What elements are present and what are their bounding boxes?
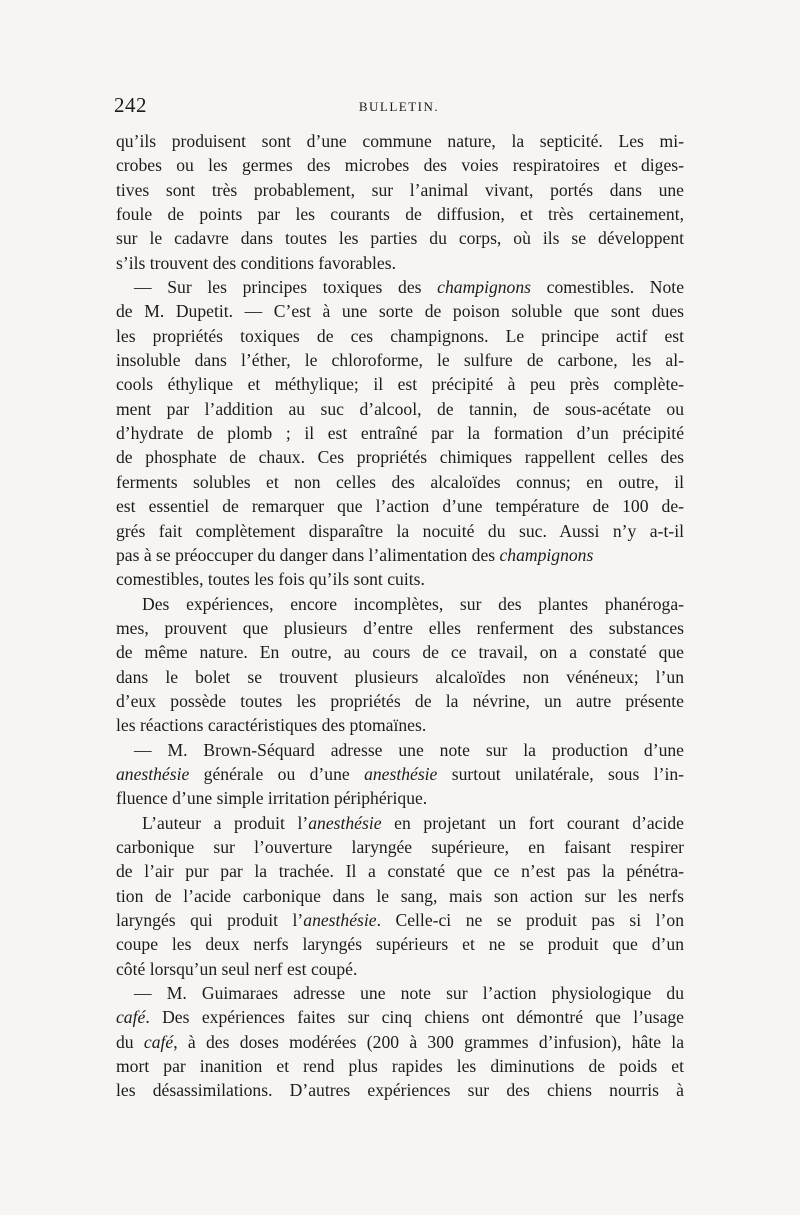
text-segment: coupe les deux nerfs laryngés supérieurs et ne se produit que d’un	[116, 934, 684, 955]
text-line	[116, 884, 684, 908]
text-segment: ferments solubles et non celles des alcaloïdes connus; en outre, il	[116, 471, 684, 492]
text-segment: de l’air pur par la trachée. Il a constaté que ce n’est pas la pénétra-	[116, 861, 684, 882]
text-segment: d’hydrate de plomb ; il est entraîné par la formation d’un précipité	[116, 423, 684, 444]
text-line	[116, 275, 684, 299]
text-segment: est essentiel de remarquer que l’action d’une température de 100 de-	[116, 496, 684, 517]
text-segment: L’auteur a produit l’	[142, 812, 309, 833]
text-line	[116, 908, 684, 932]
text-line	[116, 1030, 684, 1054]
text-segment: de M. Dupetit. — C’est à une sorte de poison soluble que sont dues	[116, 301, 684, 322]
text-line	[116, 859, 684, 883]
italic-term: champignons	[437, 277, 531, 298]
text-segment: laryngés qui produit l’	[116, 910, 304, 930]
text-line	[116, 226, 684, 250]
text-segment: ment par l’addition au suc d’alcool, de tannin, de sous-acétate ou	[116, 398, 684, 419]
text-segment: dans le bolet se trouvent plusieurs alcaloïdes non vénéneux; l’un	[116, 666, 684, 687]
text-line	[116, 1054, 684, 1078]
text-segment: comestibles. Note	[531, 277, 684, 298]
text-segment: les désassimilations. D’autres expériences sur des chiens nourris à	[116, 1080, 684, 1101]
page-number: 242	[114, 93, 147, 117]
text-segment: mes, prouvent que plusieurs d’entre elles renferment des substances	[116, 617, 684, 638]
text-segment: qu’ils produisent sont d’une commune nature, la septicité. Les mi-	[116, 131, 684, 151]
text-segment: générale ou d’une	[189, 763, 365, 784]
text-segment: du	[116, 1031, 144, 1052]
text-line	[116, 397, 684, 421]
text-segment: d’eux possède toutes les propriétés de la névrine, un autre présente	[116, 690, 684, 711]
text-line	[116, 299, 684, 323]
text-line	[116, 665, 684, 689]
italic-term: anesthésie	[303, 910, 377, 930]
text-segment: — Sur les principes toxiques des	[134, 277, 438, 298]
text-line	[116, 543, 684, 567]
text-line	[116, 1078, 684, 1102]
text-segment: les réactions caractéristiques des ptomaïnes.	[116, 715, 427, 736]
text-segment: crobes ou les germes des microbes des voies respiratoires et diges-	[116, 155, 684, 176]
text-segment: comestibles, toutes les fois qu’ils sont cuits.	[116, 569, 425, 590]
text-segment: mort par inanition et rend plus rapides les diminutions de poids et	[116, 1056, 684, 1077]
text-line	[116, 640, 684, 664]
text-line	[116, 129, 684, 153]
italic-term: anesthésie	[308, 812, 382, 833]
text-line	[116, 932, 684, 956]
text-line	[116, 324, 684, 348]
text-line	[116, 445, 684, 469]
text-line	[116, 957, 684, 981]
page-header	[114, 93, 684, 123]
text-line	[116, 470, 684, 494]
text-line	[116, 835, 684, 859]
italic-term: champignons	[499, 544, 594, 565]
text-line	[116, 372, 684, 396]
text-segment: — M. Brown-Séquard adresse une note sur la production d’une	[134, 739, 684, 760]
text-line	[116, 616, 684, 640]
text-segment: insoluble dans l’éther, le chloroforme, le sulfure de carbone, les al-	[116, 350, 684, 371]
text-line	[116, 713, 684, 737]
italic-term: café	[143, 1031, 174, 1052]
text-line	[116, 519, 684, 543]
text-segment: pas à se préoccuper du danger dans l’alimentation des	[116, 544, 500, 565]
text-segment: fluence d’une simple irritation périphérique.	[116, 788, 428, 809]
text-segment: tives sont très probablement, sur l’animal vivant, portés dans une	[116, 179, 684, 200]
text-segment: , à des doses modérées (200 à 300 grammes d’infusion), hâte la	[173, 1031, 684, 1052]
text-line	[116, 592, 684, 616]
text-line	[116, 567, 684, 591]
text-line	[116, 1005, 684, 1029]
text-line	[116, 178, 684, 202]
text-segment: tion de l’acide carbonique dans le sang, mais son action sur les nerfs	[116, 885, 684, 906]
text-line	[116, 689, 684, 713]
text-line	[116, 738, 684, 762]
running-title: BULLETIN.	[358, 99, 440, 114]
body-text	[116, 129, 684, 1103]
text-segment: grés fait complètement disparaître la nocuité du suc. Aussi n’y a-t-il	[116, 520, 684, 541]
text-line	[116, 348, 684, 372]
text-line	[116, 981, 684, 1005]
text-segment: . Celle-ci ne se produit pas si l’on	[376, 910, 684, 930]
text-line	[116, 421, 684, 445]
text-line	[116, 202, 684, 226]
italic-term: café	[116, 1007, 146, 1028]
text-segment: côté lorsqu’un seul nerf est coupé.	[116, 958, 358, 979]
text-segment: en projetant un fort courant d’acide	[381, 812, 684, 833]
text-segment: surtout unilatérale, sous l’in-	[437, 763, 684, 784]
text-segment: — M. Guimaraes adresse une note sur l’action physiologique du	[134, 983, 684, 1004]
text-segment: . Des expériences faites sur cinq chiens ont démontré que l’usage	[145, 1007, 684, 1028]
text-segment: carbonique sur l’ouverture laryngée supérieure, en faisant respirer	[116, 836, 684, 857]
text-line	[116, 811, 684, 835]
text-line	[116, 786, 684, 810]
italic-term: anesthésie	[364, 763, 438, 784]
text-line	[116, 153, 684, 177]
text-segment: de phosphate de chaux. Ces propriétés chimiques rappellent celles des	[116, 447, 684, 468]
text-segment: sur le cadavre dans toutes les parties du corps, où ils se développent	[116, 228, 684, 249]
text-segment: s’ils trouvent des conditions favorables.	[116, 252, 396, 273]
text-segment: foule de points par les courants de diffusion, et très certainement,	[116, 204, 684, 225]
text-line	[116, 494, 684, 518]
text-segment: cools éthylique et méthylique; il est précipité à peu près complète-	[116, 374, 684, 395]
italic-term: anesthésie	[116, 763, 190, 784]
text-segment: les propriétés toxiques de ces champignons. Le principe actif est	[116, 325, 684, 346]
text-line	[116, 762, 684, 786]
text-segment: de même nature. En outre, au cours de ce travail, on a constaté que	[116, 642, 684, 663]
text-segment: Des expériences, encore incomplètes, sur des plantes phanéroga-	[142, 593, 684, 614]
text-line	[116, 251, 684, 275]
